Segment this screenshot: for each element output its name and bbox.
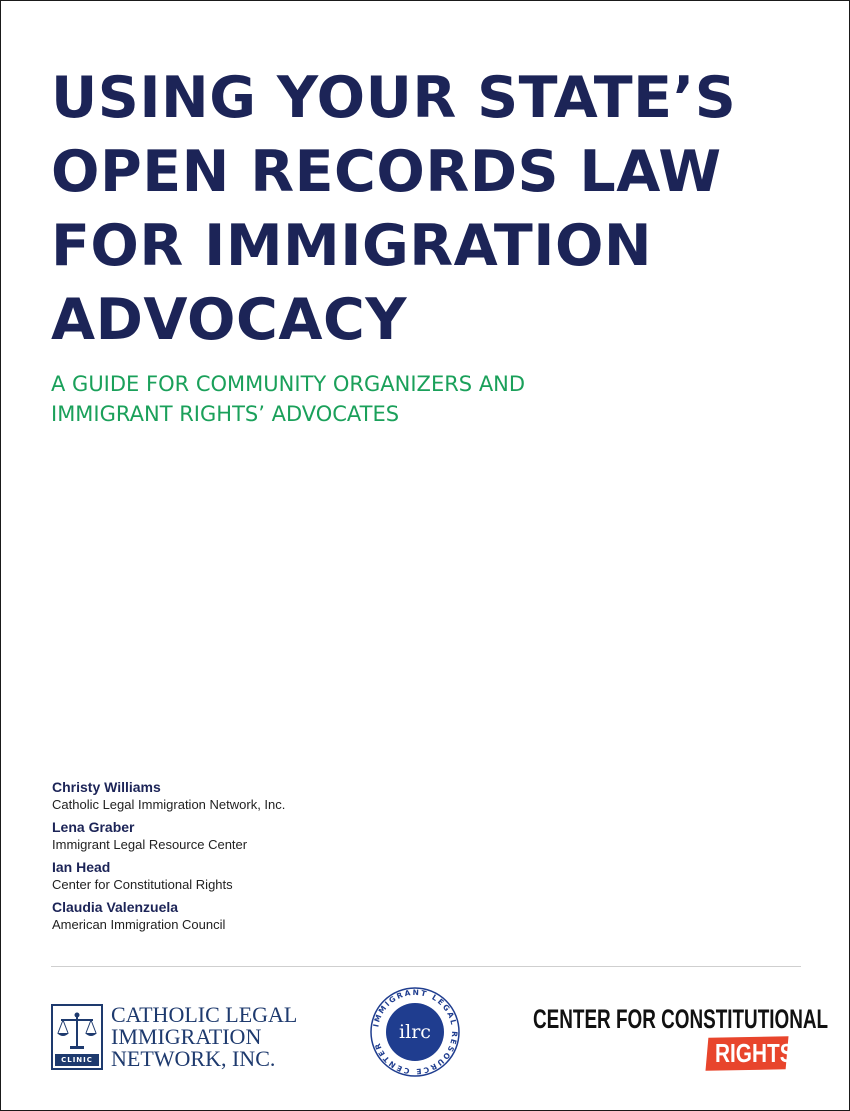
author-entry	[52, 818, 552, 853]
ccr-badge-text: RIGHTS	[715, 1038, 794, 1068]
ilrc-ring-text: IMMIGRANT LEGAL RESOURCE CENTER	[371, 987, 460, 1077]
clinic-name-line: NETWORK, INC.	[111, 1046, 276, 1071]
clinic-logo	[51, 1004, 311, 1074]
subtitle-line: A GUIDE FOR COMMUNITY ORGANIZERS AND	[51, 372, 526, 396]
footer-divider	[51, 966, 801, 967]
author-entry	[52, 778, 552, 813]
author-name: Ian Head	[52, 859, 111, 875]
clinic-name-line: IMMIGRATION	[111, 1024, 262, 1049]
author-name: Lena Graber	[52, 819, 135, 835]
ilrc-center-text: ilrc	[399, 1021, 431, 1043]
ccr-logo	[533, 1004, 829, 1074]
author-organization: American Immigration Council	[52, 917, 226, 932]
author-organization: Catholic Legal Immigration Network, Inc.	[52, 797, 286, 812]
ccr-name: CENTER FOR CONSTITUTIONAL	[533, 1004, 829, 1034]
title-line: ADVOCACY	[51, 287, 408, 353]
author-entry	[52, 858, 552, 893]
title-line: OPEN RECORDS LAW	[51, 139, 722, 205]
clinic-name	[111, 1004, 297, 1070]
scales-of-justice-icon	[51, 1004, 103, 1070]
document-title	[51, 61, 811, 357]
author-list	[52, 778, 552, 938]
title-line: USING YOUR STATE’S	[51, 65, 737, 131]
author-name: Claudia Valenzuela	[52, 899, 179, 915]
ilrc-logo	[369, 986, 461, 1078]
author-organization: Center for Constitutional Rights	[52, 877, 233, 892]
clinic-name-line: CATHOLIC LEGAL	[111, 1002, 298, 1027]
author-organization: Immigrant Legal Resource Center	[52, 837, 248, 852]
title-line: FOR IMMIGRATION	[51, 213, 653, 279]
clinic-badge: CLINIC	[55, 1054, 99, 1066]
author-entry	[52, 898, 552, 933]
document-subtitle	[51, 369, 751, 429]
subtitle-line: IMMIGRANT RIGHTS’ ADVOCATES	[51, 402, 400, 426]
author-name: Christy Williams	[52, 779, 161, 795]
